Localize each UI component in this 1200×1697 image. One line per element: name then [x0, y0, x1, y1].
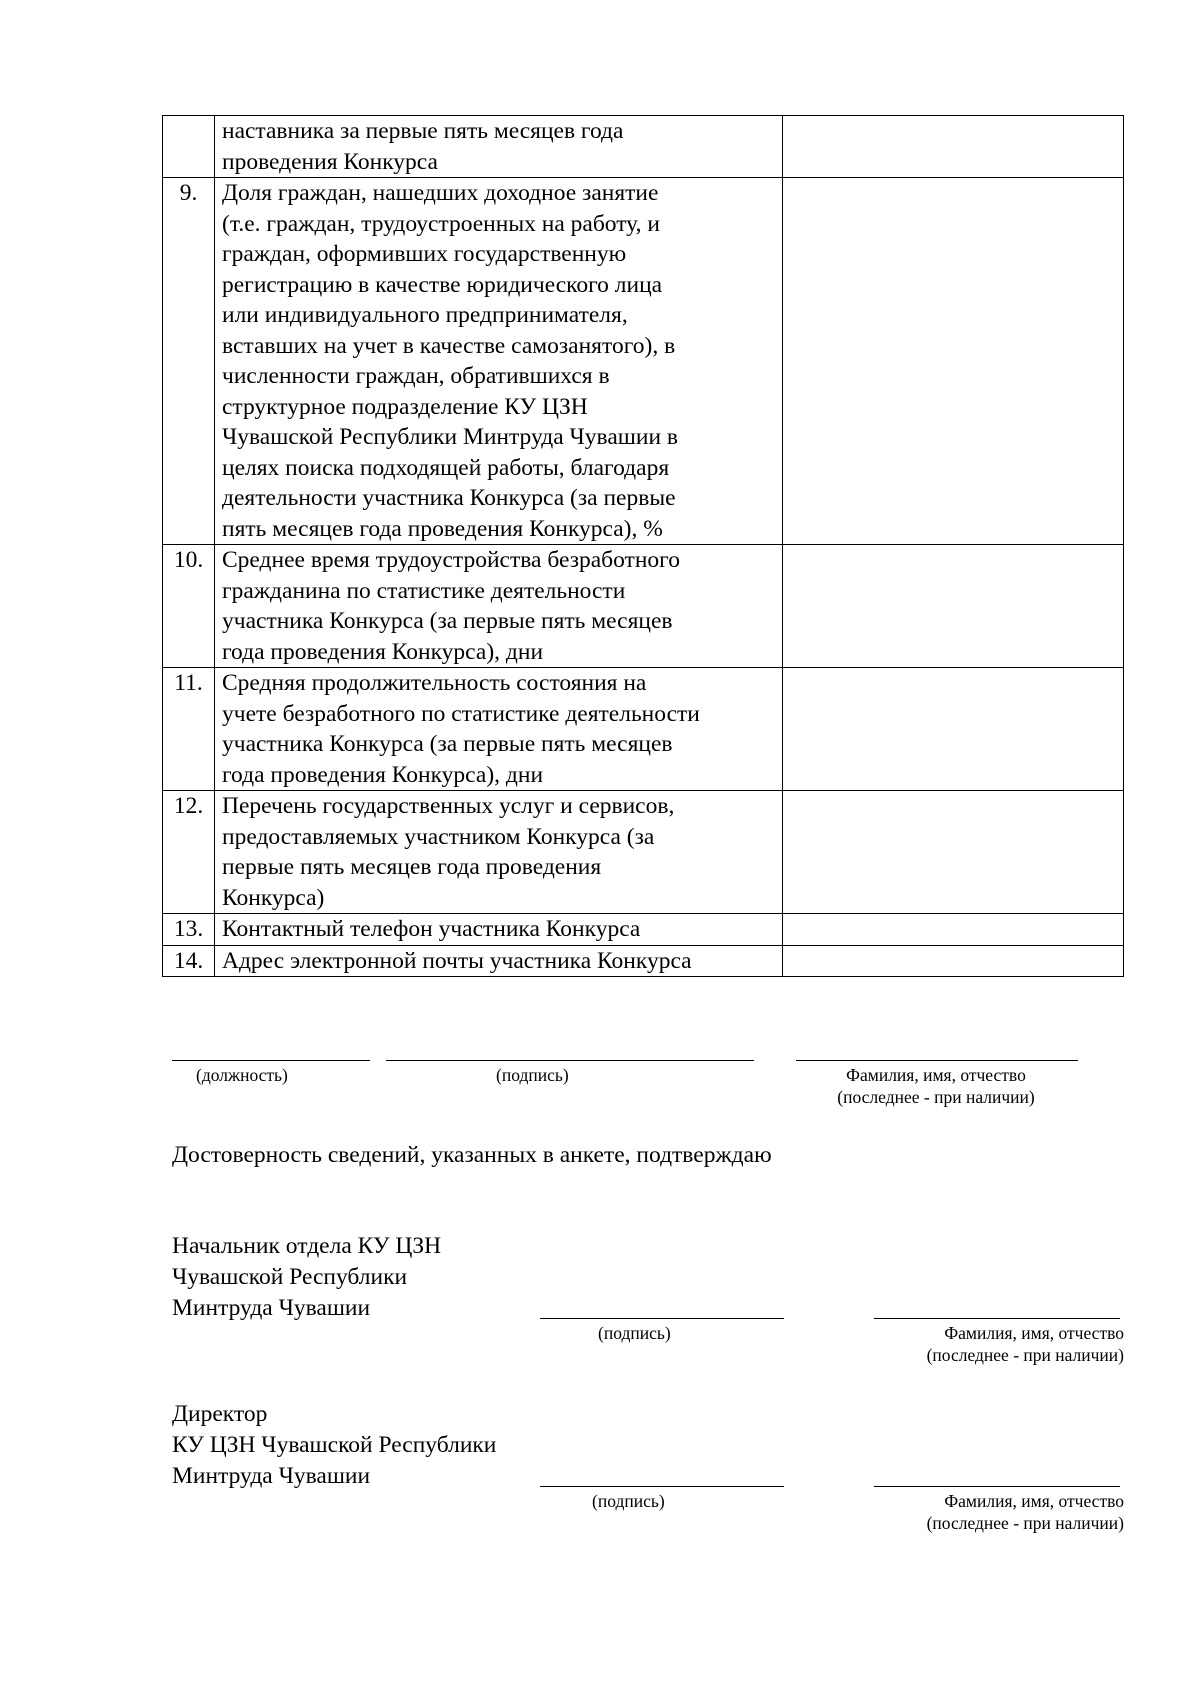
row-number: 14. [163, 945, 215, 977]
table-row [163, 116, 1124, 178]
indicator-text-line: Доля граждан, нашедших доходное занятие [222, 180, 659, 206]
indicator-text-line: структурное подразделение КУ ЦЗН [222, 393, 588, 420]
table-row [163, 178, 1124, 545]
indicator-text-line: учете безработного по статистике деятельности [222, 700, 700, 727]
indicator-text-line: численности граждан, обратившихся в [222, 363, 610, 389]
name-label-3 [880, 1490, 1124, 1534]
row-value-cell[interactable] [783, 178, 1124, 545]
row-value-cell[interactable] [783, 914, 1124, 946]
signature-label-3: (подпись) [592, 1491, 665, 1511]
indicator-text-line: Контактный телефон участника Конкурса [222, 916, 641, 942]
indicator-text-line: граждан, оформивших государственную [222, 241, 627, 267]
row-indicator-text [215, 914, 783, 946]
table-row [163, 945, 1124, 977]
indicator-text-line: или индивидуального предпринимателя, [222, 302, 628, 328]
name-label-2-line2: (последнее - при наличии) [926, 1345, 1124, 1365]
name-label-2-line1: Фамилия, имя, отчество [944, 1323, 1124, 1343]
indicator-text-line: Средняя продолжительность состояния на [222, 670, 647, 696]
indicator-text-line: Перечень государственных услуг и сервисов, [222, 793, 675, 819]
row-value-cell[interactable] [783, 791, 1124, 914]
name-line-1 [796, 1060, 1078, 1061]
indicator-text-line: года проведения Конкурса), дни [222, 638, 544, 665]
department-head-title-line3: Минтруда Чувашии [172, 1295, 371, 1321]
indicator-text-line: Среднее время трудоустройства безработного [222, 547, 680, 573]
department-head-title-line1: Начальник отдела КУ ЦЗН [172, 1233, 442, 1259]
row-value-cell[interactable] [783, 668, 1124, 791]
name-label-1-line1: Фамилия, имя, отчество [846, 1065, 1026, 1085]
row-number: 11. [163, 668, 215, 791]
indicator-text-line: наставника за первые пять месяцев года [222, 118, 624, 144]
row-number: 12. [163, 791, 215, 914]
row-number: 10. [163, 545, 215, 668]
table-row [163, 545, 1124, 668]
name-line-3 [874, 1486, 1120, 1487]
indicator-text-line: целях поиска подходящей работы, благодаря [222, 454, 670, 481]
name-line-2 [874, 1318, 1120, 1319]
director-title-line3: Минтруда Чувашии [172, 1463, 371, 1489]
indicator-text-line: вставших на учет в качестве самозанятого), в [222, 332, 676, 359]
row-indicator-text [215, 945, 783, 977]
signature-line-1 [386, 1060, 754, 1061]
signature-line-2 [540, 1318, 784, 1319]
row-indicator-text [215, 791, 783, 914]
row-indicator-text [215, 116, 783, 178]
indicator-text-line: пять месяцев года проведения Конкурса), % [222, 515, 663, 542]
department-head-title [172, 1231, 441, 1324]
indicator-text-line: проведения Конкурса [222, 148, 438, 175]
indicator-text-line: (т.е. граждан, трудоустроенных на работу, и [222, 210, 660, 237]
director-title-line1: Директор [172, 1401, 268, 1427]
questionnaire-table [162, 115, 1124, 977]
confirmation-text: Достоверность сведений, указанных в анкете, подтверждаю [172, 1142, 772, 1168]
signature-label-2: (подпись) [598, 1323, 671, 1343]
table-row [163, 668, 1124, 791]
indicator-text-line: первые пять месяцев года проведения [222, 854, 602, 880]
row-number: 9. [163, 178, 215, 545]
name-label-3-line2: (последнее - при наличии) [926, 1513, 1124, 1533]
row-number: 13. [163, 914, 215, 946]
indicator-text-line: года проведения Конкурса), дни [222, 761, 544, 788]
row-indicator-text [215, 668, 783, 791]
indicator-text-line: гражданина по статистике деятельности [222, 577, 626, 604]
table-row [163, 914, 1124, 946]
indicator-text-line: участника Конкурса (за первые пять месяцев [222, 731, 673, 757]
indicator-text-line: участника Конкурса (за первые пять месяцев [222, 608, 673, 634]
name-label-2 [880, 1322, 1124, 1366]
row-value-cell[interactable] [783, 545, 1124, 668]
row-value-cell[interactable] [783, 945, 1124, 977]
row-number [163, 116, 215, 178]
position-label: (должность) [196, 1065, 288, 1085]
director-title [172, 1399, 496, 1492]
row-value-cell[interactable] [783, 116, 1124, 178]
row-indicator-text [215, 545, 783, 668]
table-row [163, 791, 1124, 914]
row-indicator-text [215, 178, 783, 545]
indicator-text-line: деятельности участника Конкурса (за первые [222, 485, 676, 511]
indicator-text-line: Чувашской Республики Минтруда Чувашии в [222, 424, 678, 450]
table-body [163, 116, 1124, 977]
name-label-1-line2: (последнее - при наличии) [837, 1087, 1035, 1107]
name-label-3-line1: Фамилия, имя, отчество [944, 1491, 1124, 1511]
director-title-line2: КУ ЦЗН Чувашской Республики [172, 1432, 497, 1458]
indicator-text-line: регистрацию в качестве юридического лица [222, 271, 663, 298]
indicator-text-line: Адрес электронной почты участника Конкурса [222, 947, 692, 974]
position-line [172, 1060, 370, 1061]
signature-label-1: (подпись) [496, 1065, 569, 1085]
department-head-title-line2: Чувашской Республики [172, 1264, 408, 1290]
name-label-1 [808, 1064, 1064, 1108]
indicator-text-line: Конкурса) [222, 884, 325, 911]
indicator-text-line: предоставляемых участником Конкурса (за [222, 823, 655, 850]
signature-line-3 [540, 1486, 784, 1487]
